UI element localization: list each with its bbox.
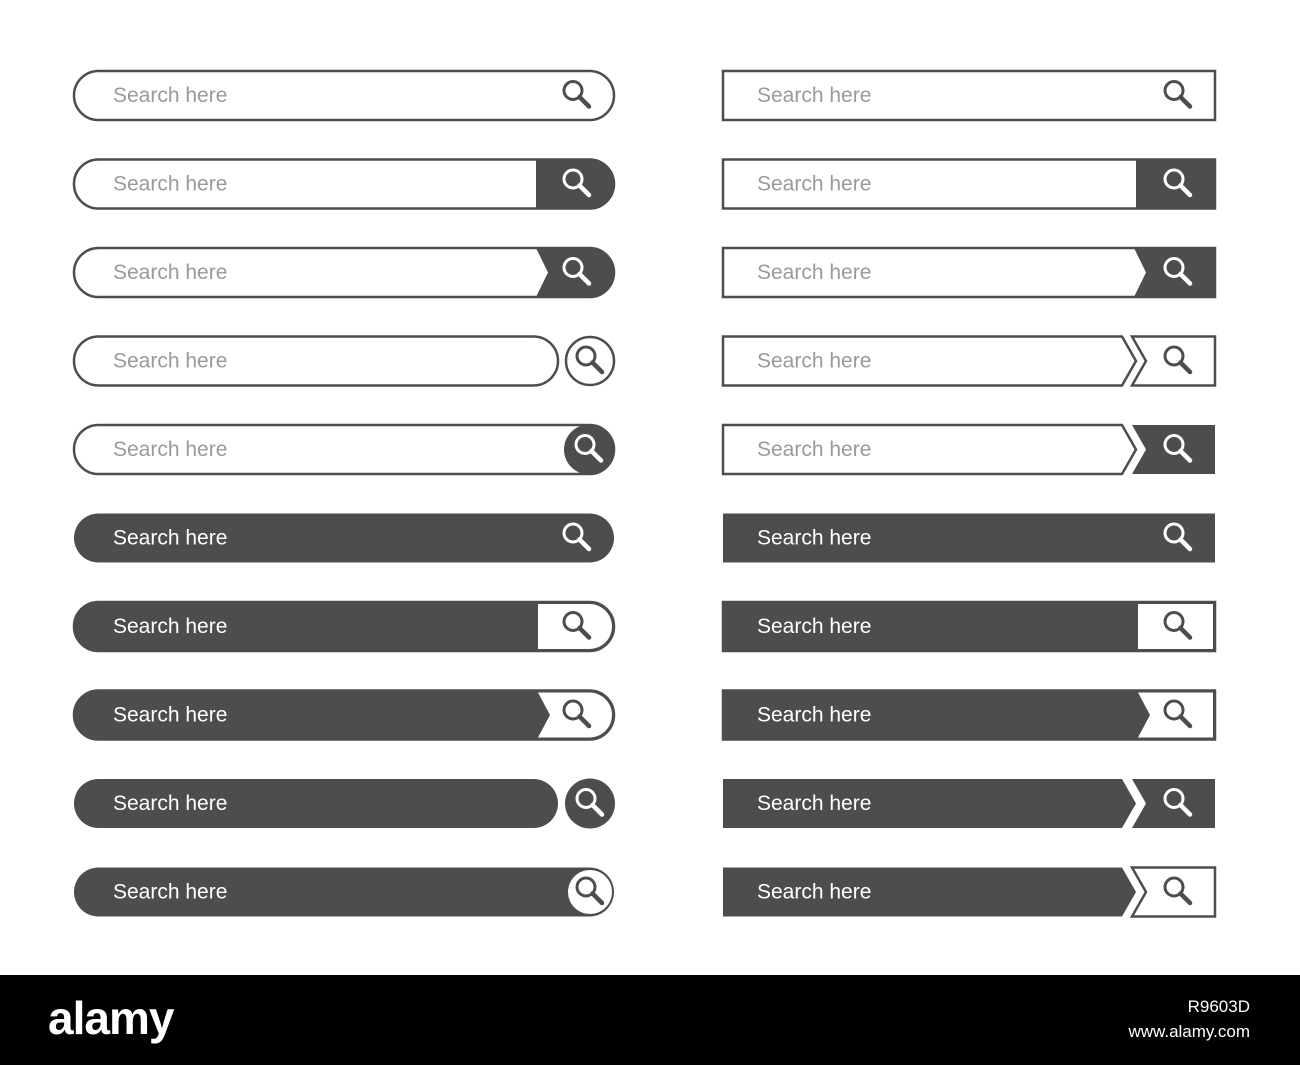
search-placeholder: Search here <box>113 172 228 196</box>
search-bar[interactable] <box>74 337 614 386</box>
search-bar[interactable] <box>74 690 614 739</box>
search-placeholder: Search here <box>757 349 872 373</box>
search-button[interactable] <box>568 870 612 914</box>
search-bar[interactable] <box>74 514 614 563</box>
search-bar[interactable] <box>723 71 1215 120</box>
search-placeholder: Search here <box>113 615 228 639</box>
search-button[interactable] <box>1132 779 1215 828</box>
search-placeholder: Search here <box>757 84 872 108</box>
search-button[interactable] <box>565 779 615 829</box>
search-bar[interactable] <box>723 425 1215 474</box>
search-placeholder: Search here <box>113 261 228 285</box>
search-bar[interactable] <box>74 71 614 120</box>
search-button[interactable] <box>1136 160 1215 209</box>
search-placeholder: Search here <box>757 261 872 285</box>
search-bar[interactable] <box>723 514 1215 563</box>
search-placeholder: Search here <box>757 792 872 816</box>
search-bar[interactable] <box>74 867 614 916</box>
search-button[interactable] <box>1134 248 1215 297</box>
search-placeholder: Search here <box>113 438 228 462</box>
search-button[interactable] <box>1132 868 1215 917</box>
search-button[interactable] <box>538 604 612 649</box>
image-id: R9603D <box>1187 997 1250 1016</box>
search-button[interactable] <box>1132 425 1215 474</box>
search-placeholder: Search here <box>757 615 872 639</box>
search-placeholder: Search here <box>113 792 228 816</box>
site-url: www.alamy.com <box>1128 1022 1250 1041</box>
search-bar[interactable] <box>74 248 614 297</box>
search-bar[interactable] <box>723 160 1215 209</box>
search-bar[interactable] <box>74 602 614 651</box>
search-bar[interactable] <box>723 779 1215 828</box>
search-placeholder: Search here <box>113 349 228 373</box>
search-placeholder: Search here <box>757 703 872 727</box>
watermark-footer <box>0 975 1300 1065</box>
search-bar[interactable] <box>723 337 1215 386</box>
search-button[interactable] <box>564 425 614 475</box>
search-placeholder: Search here <box>113 84 228 108</box>
search-bar[interactable] <box>74 779 615 829</box>
search-bar[interactable] <box>723 868 1215 917</box>
search-bar[interactable] <box>723 248 1215 297</box>
search-placeholder: Search here <box>757 172 872 196</box>
search-bar[interactable] <box>74 425 614 475</box>
search-bar[interactable] <box>723 602 1215 651</box>
search-bar[interactable] <box>74 160 614 209</box>
search-button[interactable] <box>1138 604 1213 649</box>
search-placeholder: Search here <box>757 880 872 904</box>
search-bar[interactable] <box>723 691 1215 740</box>
search-placeholder: Search here <box>113 880 228 904</box>
search-button[interactable] <box>536 160 614 209</box>
search-placeholder: Search here <box>113 703 228 727</box>
search-placeholder: Search here <box>757 526 872 550</box>
search-placeholder: Search here <box>113 526 228 550</box>
search-button[interactable] <box>1132 337 1215 386</box>
search-placeholder: Search here <box>757 438 872 462</box>
search-button[interactable] <box>566 337 614 385</box>
brand-logo: alamy <box>48 992 174 1044</box>
